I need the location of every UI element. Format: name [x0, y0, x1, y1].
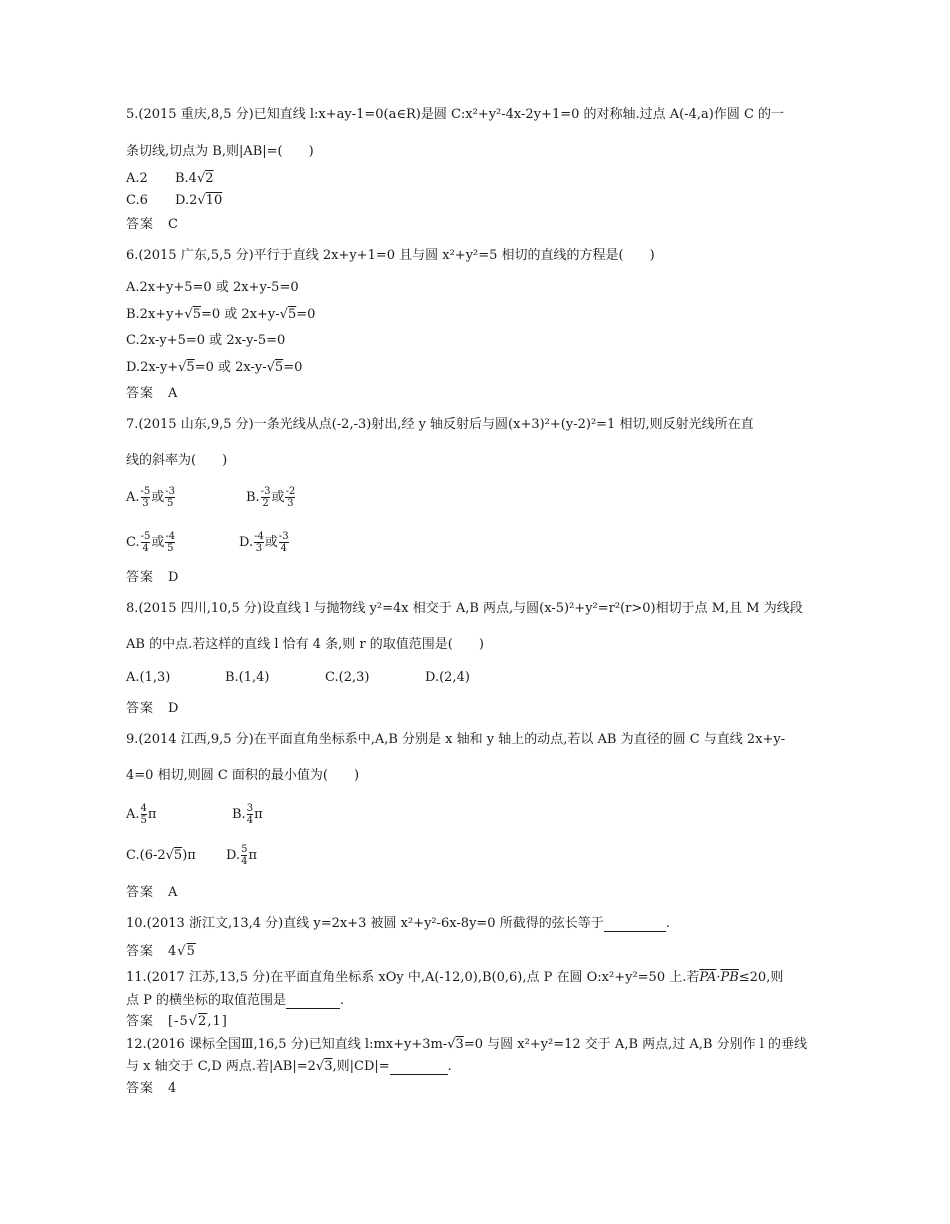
- q11-answer: 答案 [-5√2,1]: [126, 1014, 228, 1029]
- q9-option-a-label: A.: [126, 807, 140, 822]
- q7-stem-line1: 7.(2015 山东,9,5 分)一条光线从点(-2,-3)射出,经 y 轴反射后与圆(x+3)²+(y-2)²=1 相切,则反射光线所在直: [126, 417, 754, 432]
- q7-option-d-frac2: [279, 531, 289, 554]
- q6-option-b: B.2x+y+√5=0 或 2x+y-√5=0: [126, 307, 316, 322]
- q12-answer: 答案 4: [126, 1081, 178, 1096]
- q8-answer: 答案 D: [126, 701, 180, 716]
- q7-d-f2-num: -3: [278, 531, 289, 542]
- q5-option-b-text: B.4: [175, 171, 197, 186]
- q5-option-b-radicand: 2: [205, 171, 214, 186]
- q9-answer: 答案 A: [126, 885, 179, 900]
- q9-b-num: 3: [246, 803, 254, 814]
- q9-d-num: 5: [241, 844, 248, 855]
- q6-option-d-text3: =0: [283, 360, 303, 375]
- q7-a-f1-num: -5: [140, 486, 151, 497]
- q6-option-d-rad1: 5: [186, 360, 195, 375]
- q11-dot: ·: [716, 970, 721, 985]
- q7-c-f2-num: -4: [165, 531, 176, 542]
- q12-answer-blank: [390, 1062, 448, 1075]
- q10-stem: [126, 916, 670, 932]
- q7-stem-line2: 线的斜率为( ): [126, 453, 228, 468]
- q5-option-b: B.4√2: [175, 171, 214, 186]
- q9-option-d-label: D.: [226, 848, 241, 863]
- q6-option-b-rad1: 5: [192, 307, 201, 322]
- q5-option-a: A.2: [126, 171, 148, 186]
- q9-option-c-text2: )π: [182, 848, 196, 863]
- q11-stem-line2-text: 点 P 的横坐标的取值范围是: [126, 993, 287, 1008]
- q6-option-d-rad2: 5: [274, 360, 284, 375]
- q7-b-f2-den: 3: [287, 498, 294, 509]
- q9-option-d-pi: π: [248, 848, 258, 863]
- q7-b-f1-num: -3: [260, 486, 271, 497]
- q7-a-f2-den: 5: [166, 498, 174, 509]
- q7-answer: 答案 D: [126, 570, 180, 585]
- q7-c-f1-den: 4: [142, 543, 149, 554]
- q10-answer-text: 答案 4: [126, 944, 178, 959]
- q6-option-d-text2: =0 或 2x-y-: [194, 360, 267, 375]
- q7-a-f2-num: -3: [165, 486, 176, 497]
- q9-stem-line1: 9.(2014 江西,9,5 分)在平面直角坐标系中,A,B 分别是 x 轴和 y 轴上的动点,若以 AB 为直径的圆 C 与直线 2x+y-: [126, 732, 786, 747]
- q12-stem-text2: =0 与圆 x²+y²=12 交于 A,B 两点,过 A,B 分别作 l 的垂线: [463, 1037, 808, 1052]
- q9-a-den: 5: [140, 815, 147, 826]
- q6-option-d-text1: D.2x-y+: [126, 360, 179, 375]
- q7-option-c: [126, 531, 176, 554]
- q12-line2-radicand: 3: [324, 1059, 333, 1074]
- q9-option-b-pi: π: [254, 807, 263, 822]
- q11-answer-text1: 答案 [-5: [126, 1014, 189, 1029]
- q6-option-a: A.2x+y+5=0 或 2x+y-5=0: [126, 280, 299, 295]
- q7-option-a-frac2: [165, 486, 175, 509]
- q6-option-b-rad2: 5: [287, 307, 297, 322]
- q8-stem-line1: 8.(2015 四川,10,5 分)设直线 l 与抛物线 y²=4x 相交于 A,B 两点,与圆(x-5)²+y²=r²(r>0)相切于点 M,且 M 为线段: [126, 601, 803, 616]
- q5-option-d: D.2√10: [175, 193, 223, 208]
- q10-answer-blank: [604, 919, 666, 932]
- q8-option-b: B.(1,4): [225, 670, 270, 685]
- q9-option-a: [126, 803, 156, 826]
- q9-option-a-frac: [141, 803, 147, 826]
- q10-stem-end: .: [665, 916, 670, 931]
- q11-answer-blank: [286, 996, 340, 1009]
- q7-b-f1-den: 2: [262, 498, 269, 509]
- q12-line2-text2: ,则|CD|=: [332, 1059, 390, 1074]
- q5-answer: 答案 C: [126, 217, 179, 232]
- q7-c-f1-num: -5: [140, 531, 151, 542]
- q5-option-d-radicand: 10: [205, 193, 223, 208]
- q11-vector-pa: $\overline{PA}$: [699, 970, 717, 985]
- q7-c-f2-den: 5: [167, 543, 174, 554]
- q9-d-den: 4: [241, 856, 248, 867]
- q10-answer: 答案 4√5: [126, 944, 196, 959]
- q5-option-c: C.6: [126, 193, 148, 208]
- q11-answer-radicand: 2: [198, 1014, 208, 1029]
- q11-stem-text2: ≤20,则: [738, 970, 784, 985]
- q7-option-c-frac2: [165, 531, 175, 554]
- q7-option-a-or: 或: [151, 490, 165, 505]
- q7-a-f1-den: 3: [142, 498, 149, 509]
- q9-a-num: 4: [140, 803, 147, 814]
- q7-option-a-label: A.: [126, 490, 140, 505]
- q7-option-b-frac1: [261, 486, 271, 509]
- q12-stem-radicand: 3: [455, 1037, 464, 1052]
- q11-stem-line2: [126, 993, 344, 1009]
- q7-d-f1-den: 3: [255, 543, 263, 554]
- q7-option-b-or: 或: [271, 490, 285, 505]
- q5-stem-line1: 5.(2015 重庆,8,5 分)已知直线 l:x+ay-1=0(a∈R)是圆 C:x²+y²-4x-2y+1=0 的对称轴.过点 A(-4,a)作圆 C 的一: [126, 107, 785, 122]
- q12-line2-text1: 与 x 轴交于 C,D 两点.若|AB|=2: [126, 1059, 316, 1074]
- q12-stem-line1: 12.(2016 课标全国Ⅲ,16,5 分)已知直线 l:mx+y+3m-√3=0 与圆 x²+y²=12 交于 A,B 两点,过 A,B 分别作 l 的垂线: [126, 1037, 808, 1052]
- q7-d-f2-den: 4: [280, 543, 287, 554]
- q6-option-d: D.2x-y+√5=0 或 2x-y-√5=0: [126, 360, 303, 375]
- q9-option-c-radicand: 5: [173, 848, 183, 863]
- q9-option-c: C.(6-2√5)π: [126, 848, 196, 863]
- q6-option-b-text1: B.2x+y+: [126, 307, 185, 322]
- q9-option-a-pi: π: [147, 807, 157, 822]
- q8-option-a: A.(1,3): [126, 670, 171, 685]
- q9-option-b-frac: [247, 803, 253, 826]
- q5-option-d-text: D.2: [175, 193, 198, 208]
- q11-stem-line1: [126, 970, 783, 986]
- q7-option-c-frac1: [141, 531, 151, 554]
- q7-option-d-frac1: [254, 531, 264, 554]
- q7-option-b-label: B.: [246, 490, 260, 505]
- q8-option-c: C.(2,3): [325, 670, 370, 685]
- q7-option-d-or: 或: [264, 535, 278, 550]
- q8-option-d: D.(2,4): [425, 670, 470, 685]
- q6-answer: 答案 A: [126, 386, 179, 401]
- q12-stem-text1: 12.(2016 课标全国Ⅲ,16,5 分)已知直线 l:mx+y+3m-: [126, 1037, 448, 1052]
- q9-option-c-text1: C.(6-2: [126, 848, 166, 863]
- q10-answer-radicand: 5: [186, 944, 196, 959]
- q7-option-d: [239, 531, 290, 554]
- q9-option-d: [226, 844, 257, 867]
- q11-vector-pb: $\overline{PB}$: [720, 970, 739, 985]
- q7-b-f2-num: -2: [285, 486, 296, 497]
- q7-option-a: [126, 486, 176, 509]
- q7-option-c-or: 或: [151, 535, 165, 550]
- q12-stem-end: .: [447, 1059, 452, 1074]
- q7-option-b-frac2: [285, 486, 295, 509]
- q6-option-b-text3: =0: [296, 307, 316, 322]
- q7-option-b: [246, 486, 296, 509]
- q12-stem-line2: 与 x 轴交于 C,D 两点.若|AB|=2√3,则|CD|= .: [126, 1059, 452, 1074]
- q9-option-b-label: B.: [232, 807, 246, 822]
- q7-option-c-label: C.: [126, 535, 140, 550]
- q5-stem-line2: 条切线,切点为 B,则|AB|=( ): [126, 144, 314, 159]
- q9-stem-line2: 4=0 相切,则圆 C 面积的最小值为( ): [126, 768, 360, 783]
- q11-answer-text2: ,1]: [207, 1014, 228, 1029]
- q11-stem-text1: 11.(2017 江苏,13,5 分)在平面直角坐标系 xOy 中,A(-12,0),B(0,6),点 P 在圆 O:x²+y²=50 上.若: [126, 970, 700, 985]
- q6-option-c: C.2x-y+5=0 或 2x-y-5=0: [126, 333, 286, 348]
- q11-stem-end: .: [340, 993, 345, 1008]
- q8-stem-line2: AB 的中点.若这样的直线 l 恰有 4 条,则 r 的取值范围是( ): [126, 637, 484, 652]
- q7-d-f1-num: -4: [254, 531, 264, 542]
- q10-stem-text: 10.(2013 浙江文,13,4 分)直线 y=2x+3 被圆 x²+y²-6x-8y=0 所截得的弦长等于: [126, 916, 604, 931]
- q9-b-den: 4: [246, 815, 254, 826]
- q6-stem: 6.(2015 广东,5,5 分)平行于直线 2x+y+1=0 且与圆 x²+y²=5 相切的直线的方程是( ): [126, 248, 655, 263]
- q9-option-b: [232, 803, 263, 826]
- q9-option-d-frac: [241, 844, 247, 867]
- q7-option-d-label: D.: [239, 535, 254, 550]
- q6-option-b-text2: =0 或 2x+y-: [201, 307, 280, 322]
- q7-option-a-frac1: [141, 486, 151, 509]
